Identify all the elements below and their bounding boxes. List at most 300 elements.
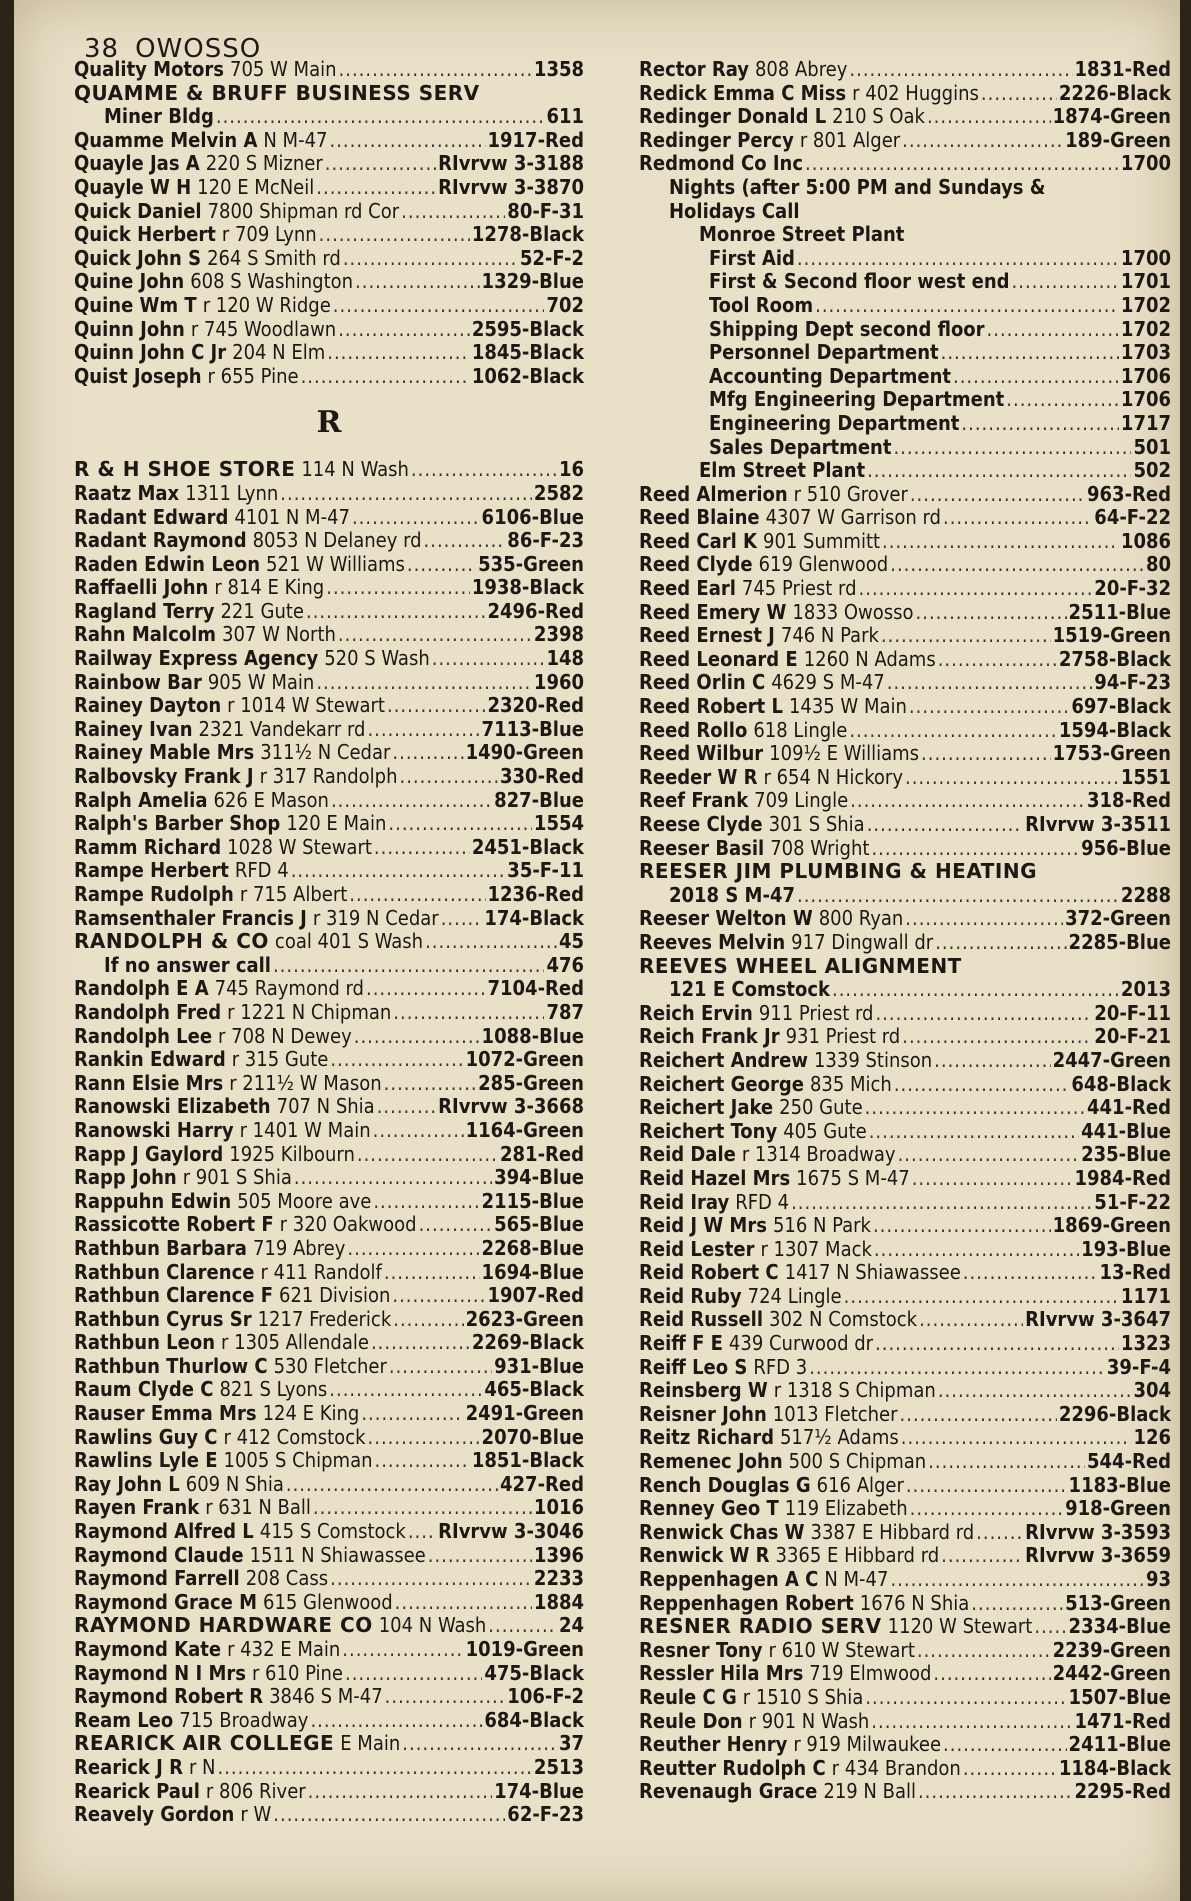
listing-name: Rahn Malcolm — [74, 623, 217, 647]
dot-leader — [371, 1331, 470, 1355]
dot-leader — [343, 247, 518, 271]
listing-name: Reid Russell — [639, 1308, 763, 1332]
listing-name: Reese Clyde — [639, 813, 763, 836]
listing-phone: 697-Black — [1071, 695, 1171, 719]
listing-address: 609 N Shia — [185, 1472, 284, 1496]
dot-leader — [1012, 270, 1119, 294]
listing-address: 821 S Lyons — [219, 1378, 328, 1402]
directory-page — [14, 0, 1180, 1901]
listing-name: Reid Lester — [639, 1237, 755, 1261]
listing-row — [74, 694, 584, 718]
listing-name: Renwick W R — [639, 1544, 770, 1568]
listing-name: Rector Ray — [639, 58, 749, 81]
listing-row — [74, 1237, 584, 1261]
listing-address: 835 Mich — [809, 1072, 892, 1096]
listing-phone: 1874-Green — [1052, 105, 1171, 129]
listing-row — [639, 553, 1171, 577]
listing-phone: 501 — [1133, 435, 1171, 459]
listing-name: Holidays Call — [669, 199, 800, 223]
listing-name: Reid Robert C — [639, 1261, 779, 1285]
dot-leader — [963, 1261, 1098, 1285]
listing-row — [74, 200, 584, 224]
listing-phone: 372-Green — [1065, 907, 1171, 931]
listing-address: r 610 W Stewart — [768, 1638, 915, 1662]
listing-name: Quayle W H — [74, 175, 192, 199]
listing-address: 220 S Mizner — [205, 152, 323, 176]
dot-leader — [389, 1355, 492, 1379]
listing-row — [74, 954, 584, 978]
listing-name: Rankin Edward — [74, 1048, 226, 1072]
listing-name: Rathbun Thurlow C — [74, 1354, 268, 1378]
dot-leader — [881, 624, 1051, 648]
listing-phone: 2623-Green — [465, 1307, 584, 1331]
listing-phone: 1702 — [1120, 317, 1171, 341]
dot-leader — [809, 1356, 1105, 1380]
listing-row — [74, 1001, 584, 1025]
dot-leader — [943, 506, 1092, 530]
listing-row — [74, 1638, 584, 1662]
dot-leader — [871, 837, 1079, 861]
listing-phone: 2511-Blue — [1068, 600, 1171, 624]
listing-address: 707 N Shia — [276, 1095, 375, 1119]
listing-name: Reuther Henry — [639, 1733, 788, 1757]
dot-leader — [329, 129, 485, 153]
listing-phone: 441-Blue — [1081, 1119, 1171, 1143]
dot-leader — [890, 1568, 1144, 1592]
dot-leader — [865, 1096, 1085, 1120]
listing-address: 264 S Smith rd — [207, 246, 341, 270]
listing-phone: 787 — [546, 1000, 584, 1024]
listing-name: Reule Don — [639, 1709, 743, 1733]
listing-name: Rassicotte Robert F — [74, 1213, 274, 1237]
dot-leader — [387, 694, 486, 718]
listing-phone: 2398 — [533, 623, 584, 647]
listing-phone: 106-F-2 — [507, 1685, 584, 1709]
listing-row — [639, 1049, 1171, 1073]
listing-name: Rench Douglas G — [639, 1473, 811, 1497]
listing-name: Rearick Paul — [74, 1779, 200, 1803]
listing-address: 210 S Oak — [832, 105, 925, 129]
listing-phone: RIvrvw 3-3188 — [438, 152, 584, 176]
listing-name: Reichert Andrew — [639, 1048, 808, 1072]
listing-row — [639, 436, 1171, 460]
listing-address: 1676 N Shia — [859, 1591, 970, 1615]
listing-phone: 94-F-23 — [1094, 671, 1171, 695]
listing-address: 615 Glenwood — [263, 1590, 393, 1614]
listing-row — [639, 129, 1171, 153]
listing-phone: 86-F-23 — [507, 529, 584, 553]
listing-phone: 2595-Black — [471, 317, 584, 341]
dot-leader — [873, 1214, 1051, 1238]
listing-row — [639, 483, 1171, 507]
listing-address: 619 Glenwood — [758, 553, 889, 577]
dot-leader — [849, 58, 1072, 82]
listing-name: Redinger Percy — [639, 128, 794, 152]
listing-phone: 513-Green — [1065, 1591, 1171, 1615]
listing-address: 4307 W Garrison rd — [765, 506, 941, 530]
listing-address: 745 Raymond rd — [214, 977, 364, 1001]
listing-row — [74, 859, 584, 883]
listing-name: Ramsenthaler Francis J — [74, 906, 307, 930]
dot-leader — [869, 1120, 1079, 1144]
dot-leader — [933, 1662, 1050, 1686]
listing-address: r 901 N Wash — [748, 1709, 870, 1733]
listing-phone: 476 — [546, 953, 584, 977]
listing-name: Reed Rollo — [639, 718, 748, 742]
listing-address: 7800 Shipman rd Cor — [207, 199, 400, 223]
listing-row — [74, 1355, 584, 1379]
listing-row — [639, 1662, 1171, 1686]
listing-row — [74, 1685, 584, 1709]
dot-leader — [424, 529, 506, 553]
listing-name: Reed Earl — [639, 577, 736, 601]
listing-row — [74, 576, 584, 600]
listing-phone: 174-Blue — [494, 1779, 584, 1803]
listing-phone: 35-F-11 — [507, 859, 584, 883]
listing-row — [639, 695, 1171, 719]
listing-name: Renwick Chas W — [639, 1520, 805, 1544]
listing-name: Reid Ruby — [639, 1284, 742, 1308]
listing-name: Personnel Department — [709, 341, 939, 365]
listing-row — [74, 1662, 584, 1686]
listing-name: Quick John S — [74, 246, 202, 270]
dot-leader — [408, 1520, 436, 1544]
listing-name: Quinn John C Jr — [74, 341, 227, 365]
listing-address: 719 Abrey — [252, 1236, 346, 1260]
listing-name: Reiff F E — [639, 1332, 723, 1356]
listing-name: Ralbovsky Frank J — [74, 765, 254, 789]
listing-address: 221 Gute — [220, 599, 304, 623]
listing-phone: 1701 — [1120, 270, 1171, 294]
listing-phone: 45 — [558, 930, 584, 954]
dot-leader — [488, 1614, 557, 1638]
listing-row — [74, 1072, 584, 1096]
dot-leader — [428, 1544, 532, 1568]
listing-name: Reitz Richard — [639, 1426, 774, 1450]
dot-leader — [294, 1166, 492, 1190]
dot-leader — [316, 176, 436, 200]
listing-phone: 502 — [1133, 459, 1171, 483]
listing-row — [74, 270, 584, 294]
listing-phone: 427-Red — [500, 1472, 584, 1496]
listing-name: Radant Raymond — [74, 529, 247, 553]
listing-address: 1833 Owosso — [792, 600, 914, 624]
listing-name: Resner Tony — [639, 1638, 763, 1662]
listing-row — [639, 530, 1171, 554]
listing-address: 1435 W Main — [788, 695, 907, 719]
listing-name: Reed Almerion — [639, 482, 788, 506]
listing-phone: 1831-Red — [1074, 58, 1171, 81]
dot-leader — [910, 483, 1085, 507]
left-column — [74, 58, 584, 1827]
listing-phone: 1490-Green — [465, 741, 584, 765]
listing-name: Raymond Robert R — [74, 1685, 264, 1709]
listing-row — [74, 1143, 584, 1167]
dot-leader — [339, 58, 532, 82]
listing-address: 1013 Fletcher — [772, 1402, 898, 1426]
listing-row — [74, 1331, 584, 1355]
dot-leader — [306, 600, 486, 624]
listing-phone: 20-F-32 — [1094, 577, 1171, 601]
dot-leader — [859, 577, 1093, 601]
listing-row — [74, 1449, 584, 1473]
listing-row — [639, 459, 1171, 483]
listing-phone: 1016 — [533, 1496, 584, 1520]
listing-address: 301 S Shia — [768, 813, 865, 836]
listing-name: Ralph Amelia — [74, 788, 208, 812]
listing-address: r W — [240, 1803, 272, 1827]
listing-phone: 51-F-22 — [1094, 1190, 1171, 1214]
listing-name: Reich Frank Jr — [639, 1025, 780, 1049]
listing-row — [639, 671, 1171, 695]
listing-phone: 956-Blue — [1081, 836, 1171, 860]
listing-row — [639, 1167, 1171, 1191]
listing-name: Reichert Tony — [639, 1119, 778, 1143]
dot-leader — [355, 270, 480, 294]
listing-address: 608 S Washington — [190, 270, 354, 294]
listing-address: r 317 Randolph — [259, 765, 398, 789]
listing-name: R & H SHOE STORE — [74, 458, 296, 482]
listing-name: Reichert George — [639, 1072, 804, 1096]
listing-name: Reeder W R — [639, 765, 758, 789]
listing-name: Tool Room — [709, 293, 814, 317]
dot-leader — [407, 553, 476, 577]
listing-row — [639, 860, 1171, 884]
listing-phone: 6106-Blue — [481, 505, 584, 529]
listing-name: Accounting Department — [709, 364, 951, 388]
dot-leader — [280, 482, 532, 506]
dot-leader — [871, 1710, 1072, 1734]
listing-row — [74, 1591, 584, 1615]
listing-address: 705 W Main — [230, 58, 337, 81]
dot-leader — [291, 859, 506, 883]
dot-leader — [844, 1285, 1119, 1309]
listing-name: Rathbun Leon — [74, 1331, 216, 1355]
listing-row — [639, 1379, 1171, 1403]
listing-name: Reule C G — [639, 1685, 737, 1709]
listing-name: Quality Motors — [74, 58, 224, 81]
listing-phone: 827-Blue — [494, 788, 584, 812]
dot-leader — [313, 1496, 532, 1520]
listing-address: r 402 Huggins — [852, 81, 979, 105]
listing-address: coal 401 S Wash — [274, 930, 424, 954]
dot-leader — [832, 978, 1119, 1002]
dot-leader — [850, 789, 1085, 813]
dot-leader — [310, 1709, 482, 1733]
listing-row — [639, 978, 1171, 1002]
dot-leader — [216, 105, 545, 129]
listing-address: r 510 Grover — [793, 482, 908, 506]
listing-name: Rapp John — [74, 1166, 177, 1190]
listing-address: RFD 3 — [753, 1355, 808, 1379]
listing-phone: 285-Green — [478, 1071, 584, 1095]
listing-name: Rainbow Bar — [74, 670, 202, 694]
listing-address: 500 S Chipman — [788, 1450, 927, 1474]
listing-row — [639, 365, 1171, 389]
listing-row — [74, 1048, 584, 1072]
listing-phone: RIvrvw 3-3593 — [1025, 1520, 1171, 1544]
listing-phone: 465-Black — [484, 1378, 584, 1402]
listing-phone: 1171 — [1120, 1284, 1171, 1308]
listing-address: 3846 S M-47 — [269, 1685, 383, 1709]
listing-row — [639, 766, 1171, 790]
listing-phone: 2582 — [533, 481, 584, 505]
listing-phone: 20-F-21 — [1094, 1025, 1171, 1049]
listing-name: Rainey Mable Mrs — [74, 741, 255, 765]
listing-address: r 708 N Dewey — [218, 1024, 352, 1048]
listing-row — [639, 1710, 1171, 1734]
dot-leader — [395, 1591, 532, 1615]
dot-leader — [805, 152, 1119, 176]
listing-row — [639, 1238, 1171, 1262]
listing-address: 3387 E Hibbard rd — [810, 1520, 975, 1544]
listing-name: 121 E Comstock — [669, 978, 830, 1002]
listing-row — [639, 1261, 1171, 1285]
listing-row — [639, 1757, 1171, 1781]
dot-leader — [791, 1191, 1092, 1215]
listing-row — [74, 671, 584, 695]
listing-phone: 702 — [546, 293, 584, 317]
dot-leader — [273, 1803, 505, 1827]
listing-address: r 320 Oakwood — [279, 1213, 417, 1237]
listing-address: 931 Priest rd — [785, 1025, 901, 1049]
dot-leader — [392, 741, 463, 765]
listing-address: r 434 Brandon — [831, 1756, 961, 1780]
listing-address: 1005 S Chipman — [223, 1449, 373, 1473]
listing-phone: 318-Red — [1087, 789, 1171, 813]
listing-address: 746 N Park — [780, 624, 879, 648]
listing-row — [74, 977, 584, 1001]
listing-row — [639, 1332, 1171, 1356]
listing-phone: 1700 — [1120, 246, 1171, 270]
listing-address: r 801 Alger — [799, 128, 901, 152]
listing-row — [639, 1403, 1171, 1427]
listing-row — [74, 82, 584, 106]
dot-leader — [898, 1143, 1080, 1167]
listing-address: 405 Gute — [783, 1119, 867, 1143]
listing-row — [639, 223, 1171, 247]
listing-row — [639, 1191, 1171, 1215]
dot-leader — [308, 1780, 492, 1804]
listing-row — [639, 176, 1171, 200]
listing-phone: 441-Red — [1087, 1096, 1171, 1120]
listing-name: Quick Daniel — [74, 199, 202, 223]
listing-name: Reed Robert L — [639, 695, 783, 719]
listing-phone: 235-Blue — [1081, 1143, 1171, 1167]
listing-row — [639, 105, 1171, 129]
dot-leader — [385, 1685, 506, 1709]
listing-address: 626 E Mason — [213, 788, 329, 812]
listing-address: r 806 River — [205, 1779, 306, 1803]
dot-leader — [934, 1049, 1050, 1073]
listing-phone: 1086 — [1120, 529, 1171, 553]
listing-address: 715 Broadway — [179, 1708, 309, 1732]
listing-address: 250 Gute — [779, 1096, 863, 1120]
listing-address: RFD 4 — [234, 859, 289, 883]
listing-row — [639, 1521, 1171, 1545]
listing-phone: 2442-Green — [1052, 1662, 1171, 1686]
dot-leader — [361, 1402, 463, 1426]
dot-leader — [981, 82, 1057, 106]
listing-phone: 2285-Blue — [1068, 930, 1171, 954]
listing-name: Reed Emery W — [639, 600, 787, 624]
listing-name: Ray John L — [74, 1472, 180, 1496]
listing-row — [74, 1119, 584, 1143]
listing-phone: 2070-Blue — [481, 1425, 584, 1449]
listing-phone: 2269-Black — [471, 1331, 584, 1355]
dot-leader — [900, 1403, 1057, 1427]
listing-row — [74, 318, 584, 342]
dot-leader — [917, 1639, 1051, 1663]
listing-phone: RIvrvw 3-3647 — [1025, 1308, 1171, 1332]
listing-address: r 1305 Allendale — [221, 1331, 369, 1355]
listing-row — [639, 719, 1171, 743]
dot-leader — [938, 648, 1057, 672]
listing-name: Ranowski Harry — [74, 1118, 234, 1142]
listing-phone: 1700 — [1120, 152, 1171, 176]
listing-phone: 304 — [1133, 1379, 1171, 1403]
dot-leader — [401, 200, 505, 224]
listing-name: Reinsberg W — [639, 1379, 768, 1403]
listing-name: Reed Ernest J — [639, 624, 775, 648]
listing-phone: 37 — [558, 1732, 584, 1756]
listing-phone: 93 — [1145, 1568, 1171, 1591]
dot-leader — [890, 553, 1144, 577]
listing-address: 621 Division — [279, 1284, 391, 1308]
listing-row — [74, 930, 584, 954]
listing-phone: 394-Blue — [494, 1166, 584, 1190]
listing-name: Reeser Basil — [639, 836, 765, 860]
listing-phone: 1329-Blue — [481, 270, 584, 294]
listing-row — [74, 741, 584, 765]
dot-leader — [916, 601, 1067, 625]
listing-address: 800 Ryan — [818, 907, 904, 931]
dot-leader — [419, 1213, 493, 1237]
listing-row — [639, 294, 1171, 318]
dot-leader — [411, 458, 557, 482]
listing-address: 8053 N Delaney rd — [252, 529, 422, 553]
listing-address: 1028 W Stewart — [227, 835, 372, 859]
listing-row — [639, 1780, 1171, 1804]
dot-leader — [319, 223, 470, 247]
dot-leader — [815, 294, 1119, 318]
listing-address: 311½ N Cedar — [260, 741, 391, 765]
listing-address: 1311 Lynn — [185, 481, 279, 505]
listing-phone: 611 — [546, 105, 584, 129]
listing-address: r 919 Milwaukee — [793, 1733, 942, 1757]
listing-phone: 565-Blue — [494, 1213, 584, 1237]
listing-address: N M-47 — [824, 1568, 889, 1591]
listing-address: N M-47 — [263, 128, 328, 152]
dot-leader — [797, 884, 1119, 908]
listing-name: Reid J W Mrs — [639, 1214, 767, 1238]
listing-name: Raymond Farrell — [74, 1567, 240, 1591]
listing-address: 530 Fletcher — [273, 1354, 387, 1378]
listing-name: Renney Geo T — [639, 1497, 779, 1521]
listing-row — [639, 813, 1171, 837]
listing-phone: 684-Black — [484, 1708, 584, 1732]
listing-name: Revenaugh Grace — [639, 1780, 818, 1804]
listing-row — [639, 1426, 1171, 1450]
listing-phone: 544-Red — [1087, 1450, 1171, 1474]
listing-name: Reisner John — [639, 1402, 767, 1426]
listing-row — [74, 623, 584, 647]
listing-name: Quamme Melvin A — [74, 128, 258, 152]
listing-address: 219 N Ball — [823, 1780, 916, 1804]
listing-address: r 1014 W Stewart — [227, 694, 385, 718]
dot-leader — [301, 365, 470, 389]
listing-name: Reppenhagen A C — [639, 1568, 819, 1591]
